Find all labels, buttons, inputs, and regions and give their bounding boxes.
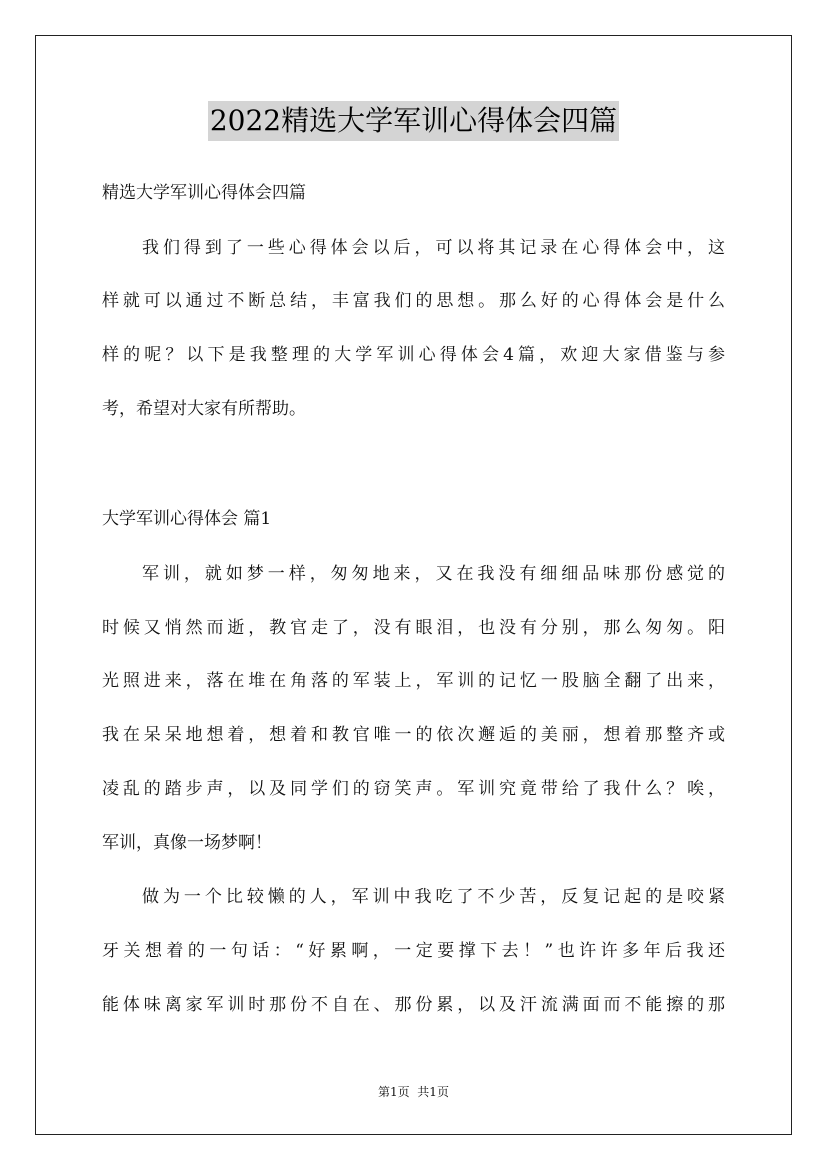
intro-line: 我们得到了一些心得体会以后，可以将其记录在心得体会中，这 — [142, 238, 725, 258]
paragraph-line: 凌乱的踏步声，以及同学们的窃笑声。军训究竟带给了我什么？唉， — [102, 779, 725, 799]
paragraph-line: 光照进来，落在堆在角落的军装上，军训的记忆一股脑全翻了出来， — [102, 671, 725, 691]
page-footer: 第1页 共1页 — [378, 1085, 449, 1099]
paragraph-line: 我在呆呆地想着，想着和教官唯一的依次邂逅的美丽，想着那整齐或 — [102, 725, 725, 745]
paragraph-line: 军训，真像一场梦啊！ — [102, 833, 272, 853]
intro-line: 考，希望对大家有所帮助。 — [102, 399, 306, 419]
document-subtitle: 精选大学军训心得体会四篇 — [102, 183, 306, 203]
paragraph-line: 能体味离家军训时那份不自在、那份累，以及汗流满面而不能擦的那 — [102, 995, 725, 1015]
paragraph-line: 做为一个比较懒的人，军训中我吃了不少苦，反复记起的是咬紧 — [142, 887, 725, 907]
intro-line: 样就可以通过不断总结，丰富我们的思想。那么好的心得体会是什么 — [102, 291, 725, 311]
paragraph-line: 军训，就如梦一样，匆匆地来，又在我没有细细品味那份感觉的 — [142, 564, 725, 584]
section-heading: 大学军训心得体会 篇1 — [102, 509, 272, 529]
document-title: 2022精选大学军训心得体会四篇 — [208, 101, 619, 141]
paragraph-line: 牙关想着的一句话：“好累啊，一定要撑下去！”也许许多年后我还 — [102, 941, 725, 961]
paragraph-line: 时候又悄然而逝，教官走了，没有眼泪，也没有分别，那么匆匆。阳 — [102, 618, 725, 638]
title-container — [0, 101, 827, 141]
intro-line: 样的呢？以下是我整理的大学军训心得体会4篇，欢迎大家借鉴与参 — [102, 345, 725, 365]
